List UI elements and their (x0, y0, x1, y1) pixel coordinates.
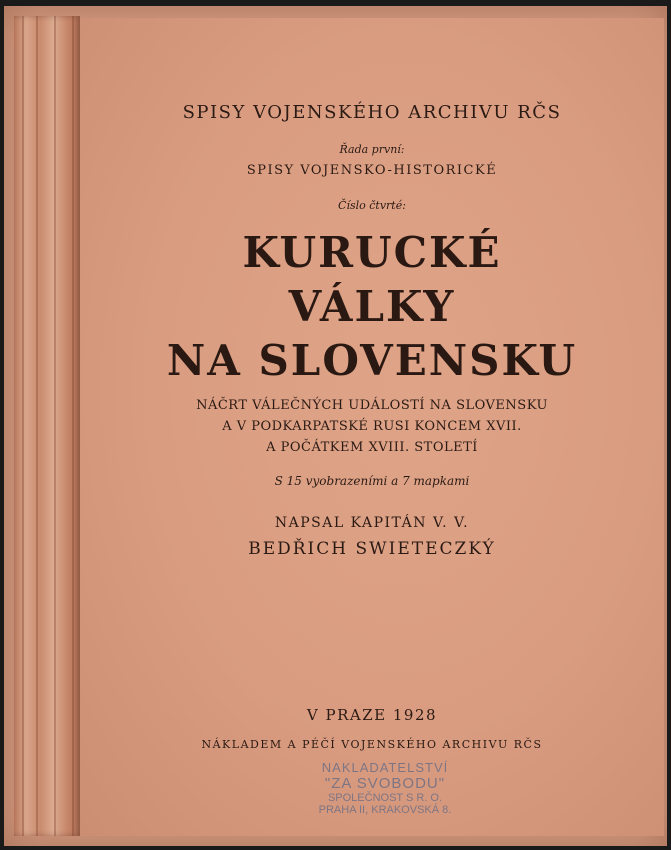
series-title: SPISY VOJENSKÉHO ARCHIVU RČS (182, 102, 562, 123)
illustrations-note: S 15 vyobrazeními a 7 mapkami (274, 474, 470, 488)
book (4, 6, 667, 846)
publisher-stamp (275, 760, 495, 816)
stamp-line-3: SPOLEČNOST S R. O. (327, 792, 443, 804)
number-label: Číslo čtvrté: (338, 199, 406, 212)
title-line-2: VÁLKY (288, 282, 456, 331)
title-line-1: KURUCKÉ (242, 228, 502, 277)
series-row-label: Řada první: (339, 143, 405, 156)
place-year: V PRAZE 1928 (306, 706, 438, 724)
stamp-line-4: PRAHA II, KRAKOVSKÁ 8. (318, 804, 452, 816)
stamp-line-1: NAKLADATELSTVÍ (321, 760, 449, 775)
series-row: SPISY VOJENSKO-HISTORICKÉ (246, 163, 498, 178)
author-label: NAPSAL KAPITÁN V. V. (274, 515, 470, 531)
subtitle-line-3: A POČÁTKEM XVIII. STOLETÍ (266, 440, 478, 455)
publisher-line: NÁKLADEM A PÉČÍ VOJENSKÉHO ARCHIVU RČS (201, 738, 543, 751)
subtitle-line-2: A V PODKARPATSKÉ RUSI KONCEM XVII. (222, 419, 522, 434)
stamp-line-2: "ZA SVOBODU" (324, 775, 446, 792)
subtitle-line-1: NÁČRT VÁLEČNÝCH UDÁLOSTÍ NA SLOVENSKU (196, 398, 548, 413)
title-line-3: NA SLOVENSKU (166, 336, 578, 385)
front-cover (80, 18, 664, 836)
author-name: BEDŘICH SWIETECZKÝ (248, 539, 496, 559)
book-spine (14, 16, 80, 836)
